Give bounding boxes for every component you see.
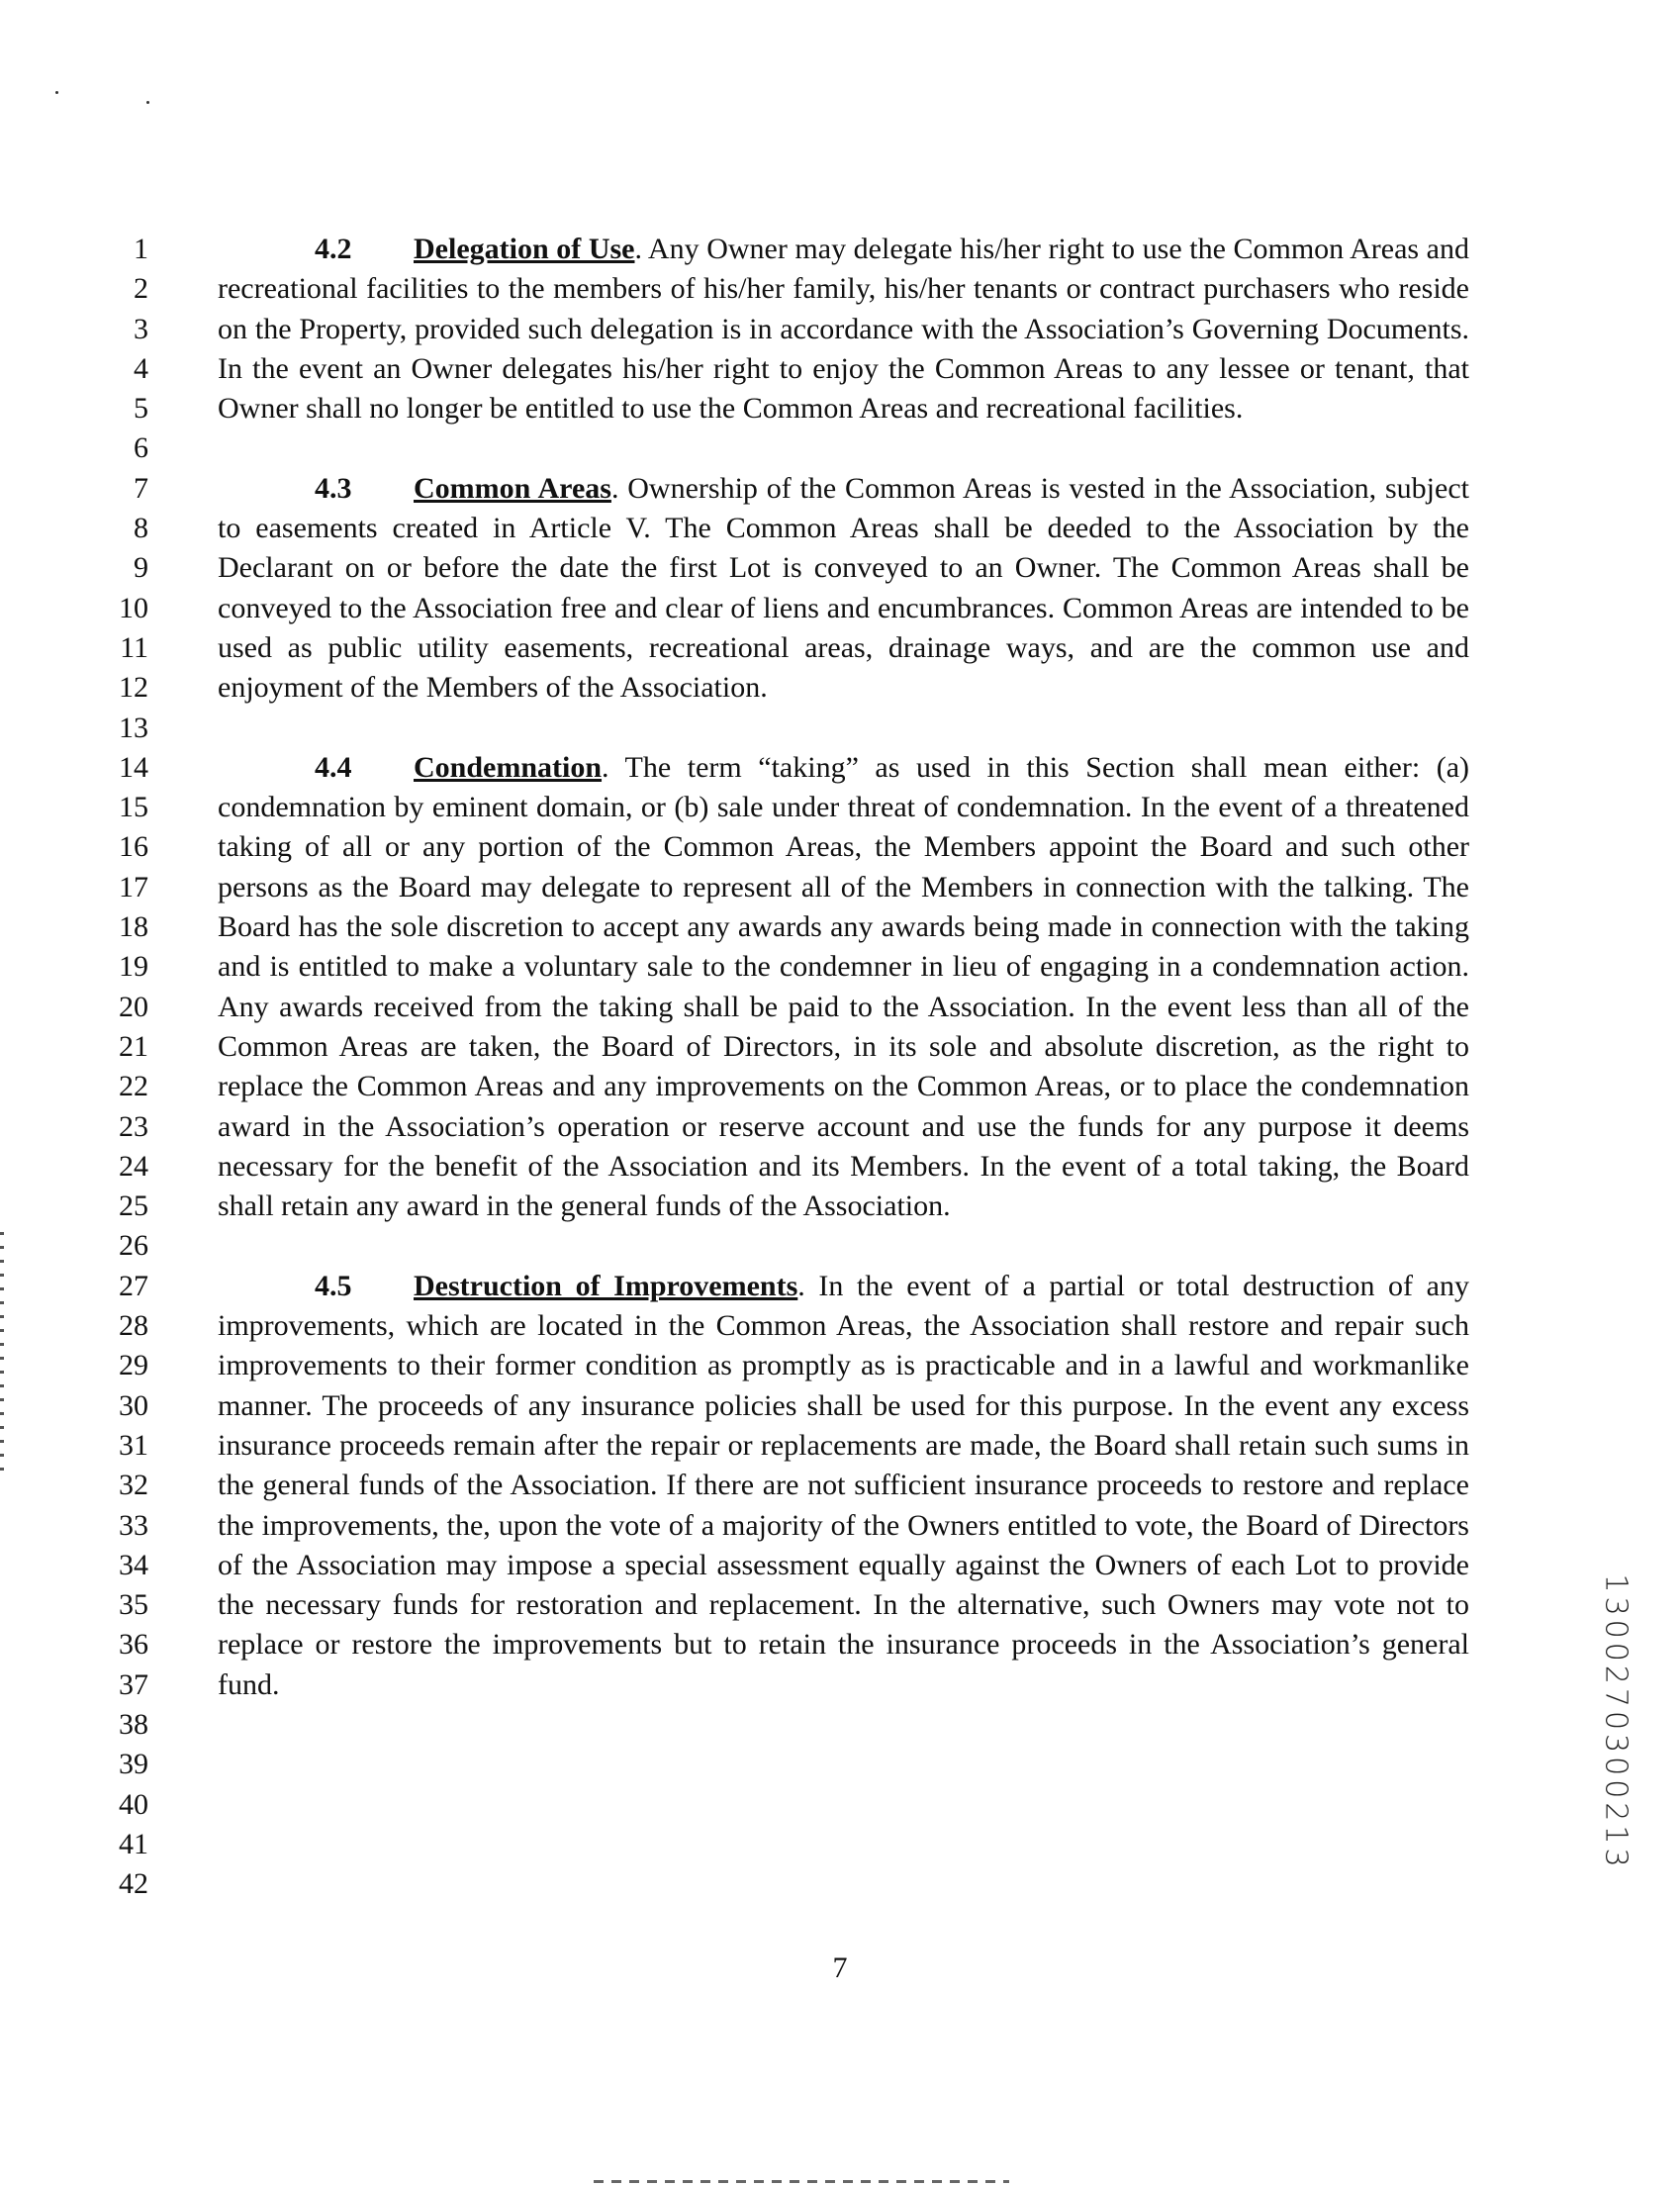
line-number: 40 [119, 1787, 148, 1821]
line-number: 33 [119, 1508, 148, 1542]
section-number: 4.3 [315, 471, 352, 505]
line-number: 13 [119, 711, 148, 744]
line-number: 16 [119, 830, 148, 864]
section-4-5 [218, 1267, 1469, 1705]
section-body: . In the event of a partial or total destruction of any improvements, which are located in the Common Areas, the Association shall restore and repair such improvements to their former condition as promptly as is practicable and in a lawful and workmanlike manner. The proceeds of any insurance policies shall be used for this purpose. In the event any excess insurance proceeds remain after the repair or replacements are made, the Board shall retain such sums in the general funds of the Association. If there are not sufficient insurance proceeds to restore and replace the improvements, the, upon the vote of a majority of the Owners entitled to vote, the Board of Directors of the Association may impose a special assessment equally against the Owners of each Lot to provide the necessary funds for restoration and replacement. In the alternative, such Owners may vote not to replace or restore the improvements but to retain the insurance proceeds in the Association’s general fund. [218, 1269, 1469, 1701]
line-number: 29 [119, 1349, 148, 1382]
line-number: 36 [119, 1628, 148, 1662]
scan-edge-marks [0, 1232, 4, 1479]
line-number: 12 [119, 671, 148, 705]
line-number: 1 [134, 233, 148, 265]
section-heading: Condemnation [414, 750, 603, 784]
line-number: 8 [134, 512, 148, 545]
line-number: 22 [119, 1070, 148, 1103]
line-number: 28 [119, 1309, 148, 1343]
line-number: 25 [119, 1189, 148, 1223]
line-number: 3 [134, 312, 148, 345]
line-number: 10 [119, 591, 148, 624]
section-heading: Delegation of Use [414, 233, 635, 265]
line-number: 24 [119, 1149, 148, 1183]
section-number: 4.5 [315, 1269, 352, 1302]
section-4-2 [218, 230, 1469, 428]
scan-speck [146, 101, 149, 104]
section-4-4 [218, 748, 1469, 1227]
section-body: . Ownership of the Common Areas is vested in the Association, subject to easements created in Article V. The Common Areas shall be deeded to the Association by the Declarant on or before the date the first Lot is conveyed to an Owner. The Common Areas shall be conveyed to the Association free and clear of liens and encumbrances. Common Areas are intended to be used as public utility easements, recreational areas, drainage ways, and are the common use and enjoyment of the Members of the Association. [218, 471, 1469, 705]
line-number: 14 [119, 750, 148, 784]
line-number: 17 [119, 870, 148, 903]
line-number: 35 [119, 1588, 148, 1622]
line-number: 27 [119, 1269, 148, 1302]
line-number: 30 [119, 1388, 148, 1422]
line-numbers [99, 230, 148, 1904]
line-number: 9 [134, 551, 148, 585]
section-heading: Destruction of Improvements [414, 1269, 798, 1302]
recording-stamp [1576, 1573, 1655, 1870]
line-number: 18 [119, 910, 148, 944]
line-number: 6 [134, 431, 148, 465]
line-number: 21 [119, 1029, 148, 1063]
section-body: . Any Owner may delegate his/her right to use the Common Areas and recreational facilities to the members of his/her family, his/her tenants or contract purchasers who reside on the Property, provided such delegation is in accordance with the Association’s Governing Documents. In the event an Owner delegates his/her right to enjoy the Common Areas to any lessee or tenant, that Owner shall no longer be entitled to use the Common Areas and recreational facilities. [218, 233, 1469, 426]
line-number: 19 [119, 950, 148, 984]
section-number: 4.2 [315, 233, 352, 265]
line-number: 41 [119, 1827, 148, 1860]
line-number: 5 [134, 392, 148, 426]
line-number: 32 [119, 1469, 148, 1502]
line-number: 26 [119, 1229, 148, 1263]
line-number: 23 [119, 1109, 148, 1143]
section-number: 4.4 [315, 750, 352, 784]
section-body: . The term “taking” as used in this Section shall mean either: (a) condemnation by eminent domain, or (b) sale under threat of condemnation. In the event of a threatened taking of all or any portion of the Common Areas, the Members appoint the Board and such other persons as the Board may delegate to represent all of the Members in connection with the talking. The Board has the sole discretion to accept any awards any awards being made in connection with the taking and is entitled to make a voluntary sale to the condemner in lieu of engaging in a condemnation action. Any awards received from the taking shall be paid to the Association. In the event less than all of the Common Areas are taken, the Board of Directors, in its sole and absolute discretion, as the right to replace the Common Areas and any improvements on the Common Areas, or to place the condemnation award in the Association’s operation or reserve account and use the funds for any purpose it deems necessary for the benefit of the Association and its Members. In the event of a total taking, the Board shall retain any award in the general funds of the Association. [218, 750, 1469, 1223]
line-number: 39 [119, 1748, 148, 1781]
line-number: 11 [120, 630, 148, 664]
section-4-3 [218, 469, 1469, 709]
line-number: 20 [119, 990, 148, 1023]
line-number: 38 [119, 1707, 148, 1741]
line-number: 31 [119, 1428, 148, 1462]
scan-bottom-marks [594, 2180, 1009, 2183]
page-number: 7 [832, 1951, 848, 1984]
line-number: 15 [119, 791, 148, 824]
line-number: 7 [134, 471, 148, 505]
line-number: 34 [119, 1548, 148, 1581]
document-body [218, 230, 1469, 1705]
line-number: 4 [134, 351, 148, 385]
scan-speck [55, 91, 58, 94]
line-number: 37 [119, 1667, 148, 1701]
line-number: 42 [119, 1867, 148, 1901]
section-heading: Common Areas [414, 471, 611, 505]
line-number: 2 [134, 272, 148, 306]
recording-number: 1300270300213 [1598, 1572, 1633, 1871]
